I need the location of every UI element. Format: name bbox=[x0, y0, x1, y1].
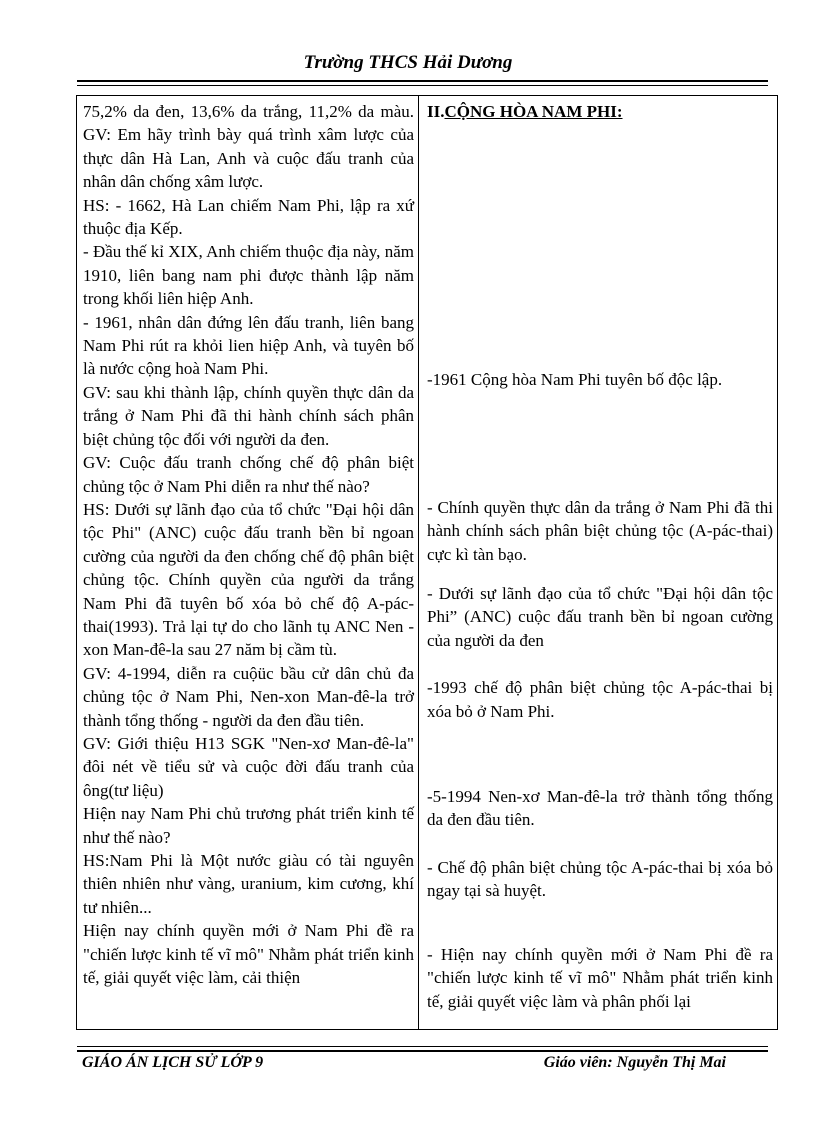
left-paragraph: GV: Cuộc đấu tranh chống chế độ phân biệt chủng tộc ở Nam Phi diễn ra như thế nào? bbox=[83, 453, 414, 496]
right-item: - Hiện nay chính quyền mới ở Nam Phi đề ra "chiến lược kinh tế vĩ mô" Nhằm phát triển kinh tế, giải quyết việc làm và phân phối lại bbox=[427, 944, 773, 1011]
left-paragraph: GV: sau khi thành lập, chính quyền thực dân da trắng ở Nam Phi đã thi hành chính sách phân biệt chủng tộc đối với người da đen. bbox=[83, 382, 414, 449]
right-item: - Chính quyền thực dân da trắng ở Nam Phi đã thi hành chính sách phân biệt chủng tộc (A-pác-thai) cực kì tàn bạo. bbox=[427, 497, 773, 564]
right-item: -5-1994 Nen-xơ Man-đê-la trở thành tổng thống da đen đầu tiên. bbox=[427, 787, 773, 830]
lesson-table bbox=[76, 95, 778, 1030]
header-rule-thick bbox=[77, 80, 768, 82]
left-paragraph: - 1961, nhân dân đứng lên đấu tranh, liên bang Nam Phi rút ra khỏi lien hiệp Anh, và tuyên bố là nước cộng hoà Nam Phi. bbox=[83, 312, 414, 379]
right-item: -1993 chế độ phân biệt chủng tộc A-pác-thai bị xóa bỏ ở Nam Phi. bbox=[427, 678, 773, 721]
section-heading bbox=[427, 100, 773, 123]
section-heading-number: II. bbox=[427, 102, 445, 121]
header-rule-thin bbox=[77, 85, 768, 86]
left-paragraph: - Đầu thế kỉ XIX, Anh chiếm thuộc địa này, năm 1910, liên bang nam phi được thành lập năm trong khối liên hiệp Anh. bbox=[83, 242, 414, 309]
footer-subject: GIÁO ÁN LỊCH SỬ LỚP 9 bbox=[82, 1054, 264, 1071]
left-paragraph: HS: Dưới sự lãnh đạo của tổ chức "Đại hội dân tộc Phi" (ANC) cuộc đấu tranh bền bỉ ngoan cường của người da đen chống chế độ phân biệt chủng tộc. Chính quyền của người da trắng Nam Phi đã tuyên bố xóa bỏ chế độ A-pác-thai(1993). Trả lại tự do cho lãnh tụ ANC Nen - xon Man-đê-la sau 27 năm bị cầm tù. bbox=[83, 499, 414, 660]
left-paragraph: Hiện nay chính quyền mới ở Nam Phi đề ra "chiến lược kinh tế vĩ mô" Nhằm phát triển kinh tế, giải quyết việc làm, cải thiện bbox=[83, 921, 414, 988]
right-item: - Chế độ phân biệt chủng tộc A-pác-thai bị xóa bỏ ngay tại sà huyệt. bbox=[427, 857, 773, 901]
activities-column bbox=[83, 100, 414, 989]
footer-rule-thick bbox=[77, 1050, 768, 1052]
footer-rule-thin bbox=[77, 1046, 768, 1047]
left-paragraph: HS:Nam Phi là Một nước giàu có tài nguyên thiên nhiên như vàng, uranium, kim cương, khí tư nhiên... bbox=[83, 851, 414, 917]
left-paragraph: HS: - 1662, Hà Lan chiếm Nam Phi, lập ra xứ thuộc địa Kếp. bbox=[83, 195, 414, 239]
header-school-title: Trường THCS Hải Dương bbox=[303, 52, 513, 73]
left-paragraph: GV: 4-1994, diễn ra cuộüc bầu cử dân chủ đa chủng tộc ở Nam Phi, Nen-xon Man-đê-la trở thành tổng thống - người da đen đầu tiên. bbox=[83, 663, 414, 730]
left-paragraph: GV: Giới thiệu H13 SGK "Nen-xơ Man-đê-la" đôi nét về tiểu sử và cuộc đời đấu tranh của ông(tư liệu) bbox=[83, 733, 414, 800]
right-item: - Dưới sự lãnh đạo của tổ chức "Đại hội dân tộc Phi” (ANC) cuộc đấu tranh bền bỉ ngoan cường của người da đen bbox=[427, 584, 773, 650]
left-paragraph: Hiện nay Nam Phi chủ trương phát triển kinh tế như thế nào? bbox=[83, 804, 414, 847]
section-heading-text: CỘNG HÒA NAM PHI: bbox=[444, 102, 623, 121]
footer-teacher: Giáo viên: Nguyễn Thị Mai bbox=[543, 1054, 726, 1071]
right-item: -1961 Cộng hòa Nam Phi tuyên bố độc lập. bbox=[427, 370, 723, 390]
left-paragraph: 75,2% da đen, 13,6% da trắng, 11,2% da màu. GV: Em hãy trình bày quá trình xâm lược của thực dân Hà Lan, Anh và cuộc đấu tranh của nhân dân chống xâm lược. bbox=[83, 102, 414, 192]
column-divider bbox=[418, 96, 419, 1029]
content-column bbox=[427, 100, 773, 1013]
